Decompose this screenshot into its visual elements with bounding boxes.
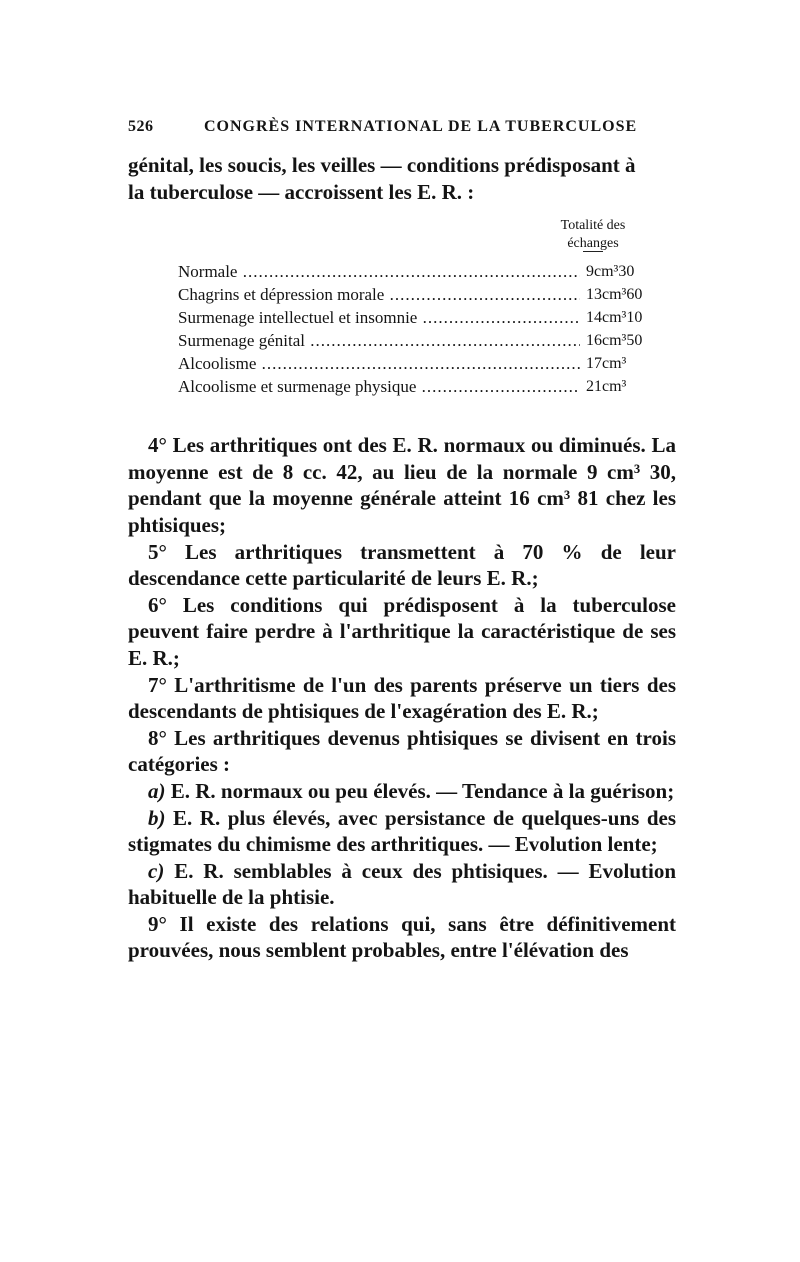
item-c-marker: c): [148, 858, 165, 883]
running-title: CONGRÈS INTERNATIONAL DE LA TUBERCULOSE: [204, 118, 638, 135]
paragraph-a: [128, 778, 676, 805]
running-head: [128, 118, 676, 146]
exchanges-table: [128, 211, 676, 426]
paragraph-7: 7° L'arthritisme de l'un des parents préserve un tiers des descendants de phtisiques de l'exagération des E. R.;: [128, 672, 676, 724]
item-a-marker: a): [148, 778, 166, 803]
row-label: Normale .....: [178, 261, 580, 283]
row-label: Alcoolisme et surmenage physique .....: [178, 376, 580, 398]
row-value: 14cm³10: [586, 309, 643, 327]
table-row: [178, 261, 658, 283]
page-number: 526: [128, 118, 154, 135]
row-value: 13cm³60: [586, 286, 643, 304]
paragraph-c: [128, 858, 676, 911]
paragraph-8: 8° Les arthritiques devenus phtisiques se divisent en trois catégories :: [128, 725, 676, 777]
conclusions: [128, 432, 676, 964]
table-row: [178, 284, 658, 306]
paragraph-5: 5° Les arthritiques transmettent à 70 % de leur descendance cette particularité de leurs E. R.;: [128, 539, 676, 591]
row-label: Alcoolisme .....: [178, 353, 580, 375]
item-b-marker: b): [148, 805, 166, 830]
row-label: Chagrins et dépression morale .....: [178, 284, 580, 306]
column-dash: [583, 251, 603, 252]
row-value: 16cm³50: [586, 332, 643, 350]
book-page: [128, 118, 676, 964]
item-c-text: E. R. semblables à ceux des phtisiques. — Evolution habituelle de la phtisie.: [128, 858, 677, 910]
table-row: [178, 376, 658, 398]
table-row: [178, 353, 658, 375]
item-b-text: E. R. plus élevés, avec persistance de quelques-uns des stigmates du chimisme des arthritiques. — Evolution lente;: [128, 805, 676, 857]
column-header-line-1: Totalité des: [560, 218, 626, 234]
table-row: [178, 330, 658, 352]
column-header: [538, 217, 648, 253]
table-row: [178, 307, 658, 329]
paragraph-4: 4° Les arthritiques ont des E. R. normaux ou diminués. La moyenne est de 8 cc. 42, au lieu de la normale 9 cm³ 30, pendant que la moyenne générale atteint 16 cm³ 81 chez les phtisiques;: [128, 433, 676, 537]
column-header-line-2: échanges: [567, 236, 619, 252]
intro-line-2: la tuberculose — accroissent les E. R. :: [128, 179, 475, 204]
paragraph-b: [128, 805, 676, 858]
item-a-text: E. R. normaux ou peu élevés. — Tendance à la guérison;: [170, 778, 675, 803]
paragraph-6: 6° Les conditions qui prédisposent à la tuberculose peuvent faire perdre à l'arthritique la caractéristique de ses E. R.;: [128, 592, 676, 670]
row-value: 17cm³: [586, 355, 627, 373]
row-value: 21cm³: [586, 378, 627, 396]
intro-line-1: génital, les soucis, les veilles — conditions prédisposant à: [128, 153, 636, 177]
row-label: Surmenage génital .....: [178, 330, 580, 352]
row-label: Surmenage intellectuel et insomnie .....: [178, 307, 580, 329]
paragraph-9: 9° Il existe des relations qui, sans être définitivement prouvées, nous semblent probables, entre l'élévation des: [128, 911, 676, 963]
row-value: 9cm³30: [586, 263, 635, 281]
